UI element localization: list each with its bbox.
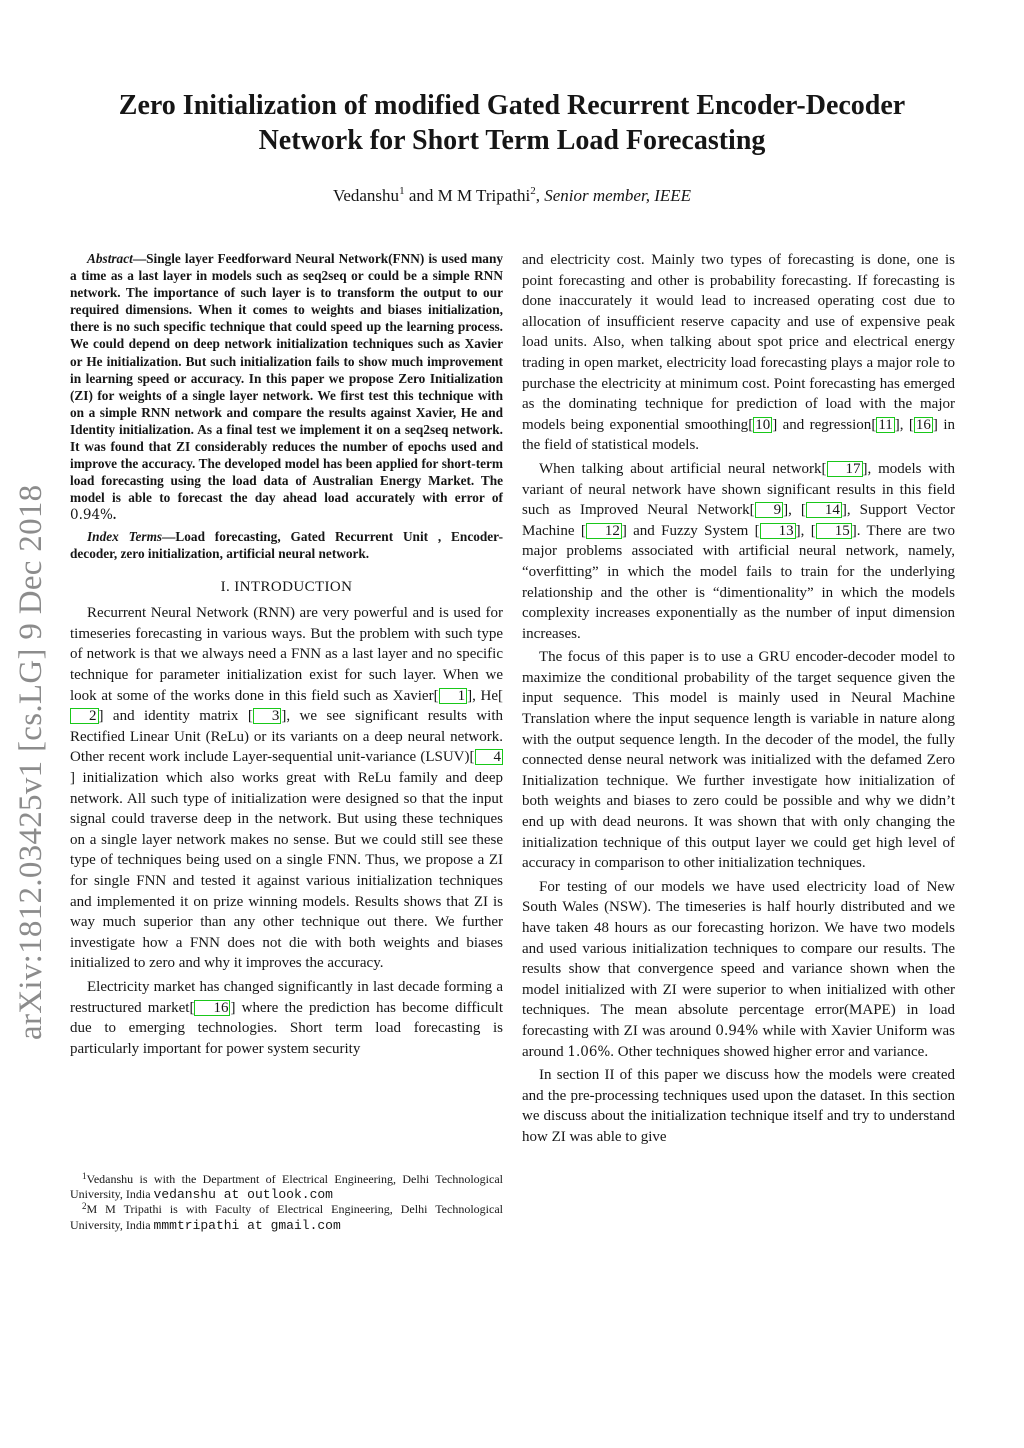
citation-link[interactable]: 12 [586,523,622,539]
footnotes [70,1172,503,1233]
text-run: where the prediction has become difficult due to emerging technologies. Short term load forecasting is particularly important for power system security [70,999,504,1057]
intro-paragraph-1: Recurrent Neural Network (RNN) are very powerful and is used for timeseries forecasting in various ways. But the problem with such type of network is that we always need a FNN as a last layer and no specific technique for parameter initialization exist for such layer. When we look at some of the works done in this field such as Xavier[ 1 ], He[2 ] and identity matrix [ 3 ], we see significant results with Rectified Linear Unit (ReLu) or its variants on a deep neural network. Other recent work include Layer-sequential unit-variance (LSUV)[ 4] initialization which also works great with ReLu family and deep network. All such type of initialization were designed so that the input signal could traverse deep in the network. But using these techniques on a single layer network makes no sense. But we could still see these type of techniques being used on a single FNN. Thus, we propose a ZI for single FNN and tested it against various initialization techniques and implemented it on prize winning models. Results shows that ZI is way much superior than any other technique out there. We further investigate how a FNN does not die with both weights and biases initialized to zero and why it improves the accuracy. [70,605,504,972]
footnote-1 [70,1172,503,1202]
author-1: Vedanshu [332,186,400,205]
citation-link[interactable]: 10 [755,416,771,433]
intro-paragraph-7: In section II of this paper we discuss how the models were created and the pre-processing techniques used upon the dataset. In this section we discuss about the initialization technique itself and try to understand how ZI was able to give [522,1067,955,1145]
text-run: , [788,502,801,519]
text-run: while with Xavier Uniform was around [522,1022,955,1060]
intro-paragraph-4: When talking about artificial neural network[ 17 ], models with variant of neural network have shown significant results in this field such as Improved Neural Network[ 9 ], [ 14 ], Support Vector Machine [ 12 ] and Fuzzy System [ 13 ], [ 15 ]. There are two major problems associated with artificial neural network, namely, “overfitting” in which the model fails to train for the underlying relationship and the other is “dimentionality” in which the models complexity increases exponentially as the number of input dimension increases. [522,460,955,642]
citation-link[interactable]: 3 [253,708,282,724]
footnote-text: Vedanshu is with the Department of Electrical Engineering, Delhi Technological University, India [70,1172,503,1202]
intro-paragraph-6 [522,877,955,1062]
citation-link[interactable]: 14 [806,502,842,518]
intro-paragraph-2: Electricity market has changed significantly in last decade forming a restructured market[ 16 ] where the prediction has become difficult due to emerging technologies. Short term load forecasting is particularly important for power system security [70,978,504,1057]
citation-link[interactable]: 16 [194,1000,230,1016]
text-run: , Support Vector Machine [522,502,955,539]
citation-link[interactable]: 4 [475,749,504,765]
text-run: and identity matrix [103,708,248,725]
text-run: . Other techniques showed higher error and variance. [610,1043,929,1060]
citation-link[interactable]: 13 [760,523,796,539]
index-terms-label: Index Terms [87,528,163,544]
title-line-1: Zero Initialization of modified Gated Recurrent Encoder-Decoder [118,90,906,121]
mape-xavier-value: 1.06% [567,1043,611,1060]
author-1-mark: 1 [399,185,405,197]
text-run: For testing of our models we have used electricity load of New South Wales (NSW). The timeseries is half hourly distributed and we have taken 48 hours as our forecasting horizon. We have two models and used various initialization techniques to compare our results. The results show that convergence speed and variance shown when the model initialized with ZI were superior to when initialized with other techniques. The mean absolute percentage error(MAPE) in load forecasting with ZI was around [522,878,955,1039]
text-run: , [899,416,909,433]
text-run: and Fuzzy System [626,522,755,539]
text-run: . There are two major problems associated with artificial neural network, namely, “overfitting” in which the model fails to train for the underlying relationship and the other is “dimentionality” in which the models complexity increases exponentially as the number of input dimension increases. [522,522,955,642]
footnote-text: M M Tripathi is with Faculty of Electrical Engineering, Delhi Technological University, India [70,1202,503,1232]
text-run: , models with variant of neural network have shown significant results in this field such as Improved Neural Network [522,460,955,519]
citation-link[interactable]: 2 [70,708,99,724]
text-run: , we see significant results with Rectified Linear Unit (ReLu) or its variants on a deep neural network. Other recent work include Layer-sequential unit-variance (LSUV) [70,708,504,766]
text-run: in the field of statistical models. [522,416,955,454]
citation-link[interactable]: 17 [827,461,863,477]
left-column [70,250,503,1059]
footnote-mark: 2 [82,1201,87,1212]
paper-title [60,88,964,158]
author-and: and [404,186,438,205]
footnote-2 [70,1202,503,1232]
author-2-mark: 2 [530,185,536,197]
footnote-email: mmmtripathi at gmail.com [153,1217,341,1233]
citation-link[interactable]: 11 [878,416,893,433]
author-sep: , [535,186,545,205]
mape-zi-value: 0.94% [715,1022,759,1039]
footnote-mark: 1 [82,1171,87,1181]
abstract [70,250,503,562]
section-heading-introduction: I. INTRODUCTION [220,578,353,595]
author-role: Senior member, IEEE [544,186,692,205]
abstract-end: . [112,507,117,523]
citation-link[interactable]: 1 [439,688,468,704]
abstract-paragraph [70,250,503,525]
text-run: Electricity market has changed significantly in last decade forming a restructured market [70,978,503,1016]
abstract-label: Abstract [87,251,133,266]
text-run: and regression [777,416,872,433]
abstract-text: —Single layer Feedforward Neural Network(FNN) is used many a time as a last layer in models such as seq2seq or could be a simple RNN network. The importance of such layer is to transform the output to our required dimensions. When it comes to weights and biases initialization, there is no such specific technique that could speed up the learning process. We could depend on deep network initialization techniques such as Xavier or He initialization. But such initialization fails to show much improvement in learning speed or accuracy. In this paper we propose Zero Initialization (ZI) for weights of a single layer network. We first test this technique with on a simple RNN network and compare the results against Xavier, He and Identity initialization. As a final test we implement it on a seq2seq network. It was found that ZI considerably reduces the number of epochs used and improve the accuracy. The developed model has been applied for short-term load forecasting using the load data of Australian Energy Market. The model is able to forecast the day ahead load accurately with error of [70,251,503,506]
author-2: M M Tripathi [437,186,531,205]
title-line-2: Network for Short Term Load Forecasting [258,125,766,156]
text-run: Recurrent Neural Network (RNN) are very powerful and is used for timeseries forecasting in various ways. But the problem with such type of network is that we always need a FNN as a last layer and no specific technique for parameter initialization exist for such layer. When we look at some of the works done in this field such as Xavier [70,605,503,704]
citation-link[interactable]: 16 [915,416,931,433]
text-run: , He [472,687,498,704]
text-run: initialization which also works great with ReLu family and deep network. All such type of initialization were designed so that the input signal could traverse deep in the network. But using these techniques on a single layer network makes no sense. But we could still see these type of techniques being used on a single FNN. Thus, we propose a ZI for single FNN and tested it against various initialization techniques and implemented it on prize winning models. Results shows that ZI is way much superior than any other technique out there. We further investigate how a FNN does not die with both weights and biases initialized to zero and why it improves the accuracy. [70,770,503,972]
arxiv-identifier: arXiv:1812.03425v1 [cs.LG] 9 Dec 2018 [13,484,49,1040]
abstract-error-value: 0.94% [70,507,113,524]
intro-paragraph-5: The focus of this paper is to use a GRU encoder-decoder model to maximize the conditional probability of the target sequence given the input sequence. This model is mainly used in Neural Machine Translation where the input sequence length is variable in nature along with the output sequence length. In the decoder of the model, the fully connected dense neural network was initialized with the defamed Zero Initialization technique. We further investigate how initialization of both weights and biases to zero could be possible and why we didn’t end up with dead neurons. It was shown that with only changing the initialization technique of this output layer we could get high level of accuracy in comparison to other initialization techniques. [522,649,955,872]
footnote-email: vedanshu at outlook.com [153,1187,333,1203]
text-run: When talking about artificial neural network [539,460,822,477]
author-line [60,184,964,208]
index-terms-text: —Load forecasting, Gated Recurrent Unit , Encoder-decoder, zero initialization, artificial neural network. [70,528,504,561]
text-run: , [800,522,811,539]
intro-paragraph-3: and electricity cost. Mainly two types of forecasting is done, one is point forecasting and other is probability forecasting. If forecasting is done inaccurately it would lead to increased operating cost due to allocation of insufficient reserve capacity and use of expensive peak load units. Also, when talking about spot price and electrical energy trading in open market, electricity load forecasting plays a major role to purchase the electricity at minimum cost. Point forecasting has emerged as the dominating technique for prediction of load with the major models being exponential smoothing[ 10 ] and regression[ 11 ], [ 16 ] in the field of statistical models. [522,252,955,454]
citation-link[interactable]: 9 [755,502,784,518]
text-run: and electricity cost. Mainly two types of forecasting is done, one is point forecasting and other is probability forecasting. If forecasting is done inaccurately it would lead to increased operating cost due to allocation of insufficient reserve capacity and use of expensive peak load units. Also, when talking about spot price and electrical energy trading in open market, electricity load forecasting plays a major role to purchase the electricity at minimum cost. Point forecasting has emerged as the dominating technique for prediction of load with the major models being exponential smoothing [522,252,955,433]
index-terms [70,528,503,562]
right-column [522,250,955,1148]
citation-link[interactable]: 15 [816,523,852,539]
